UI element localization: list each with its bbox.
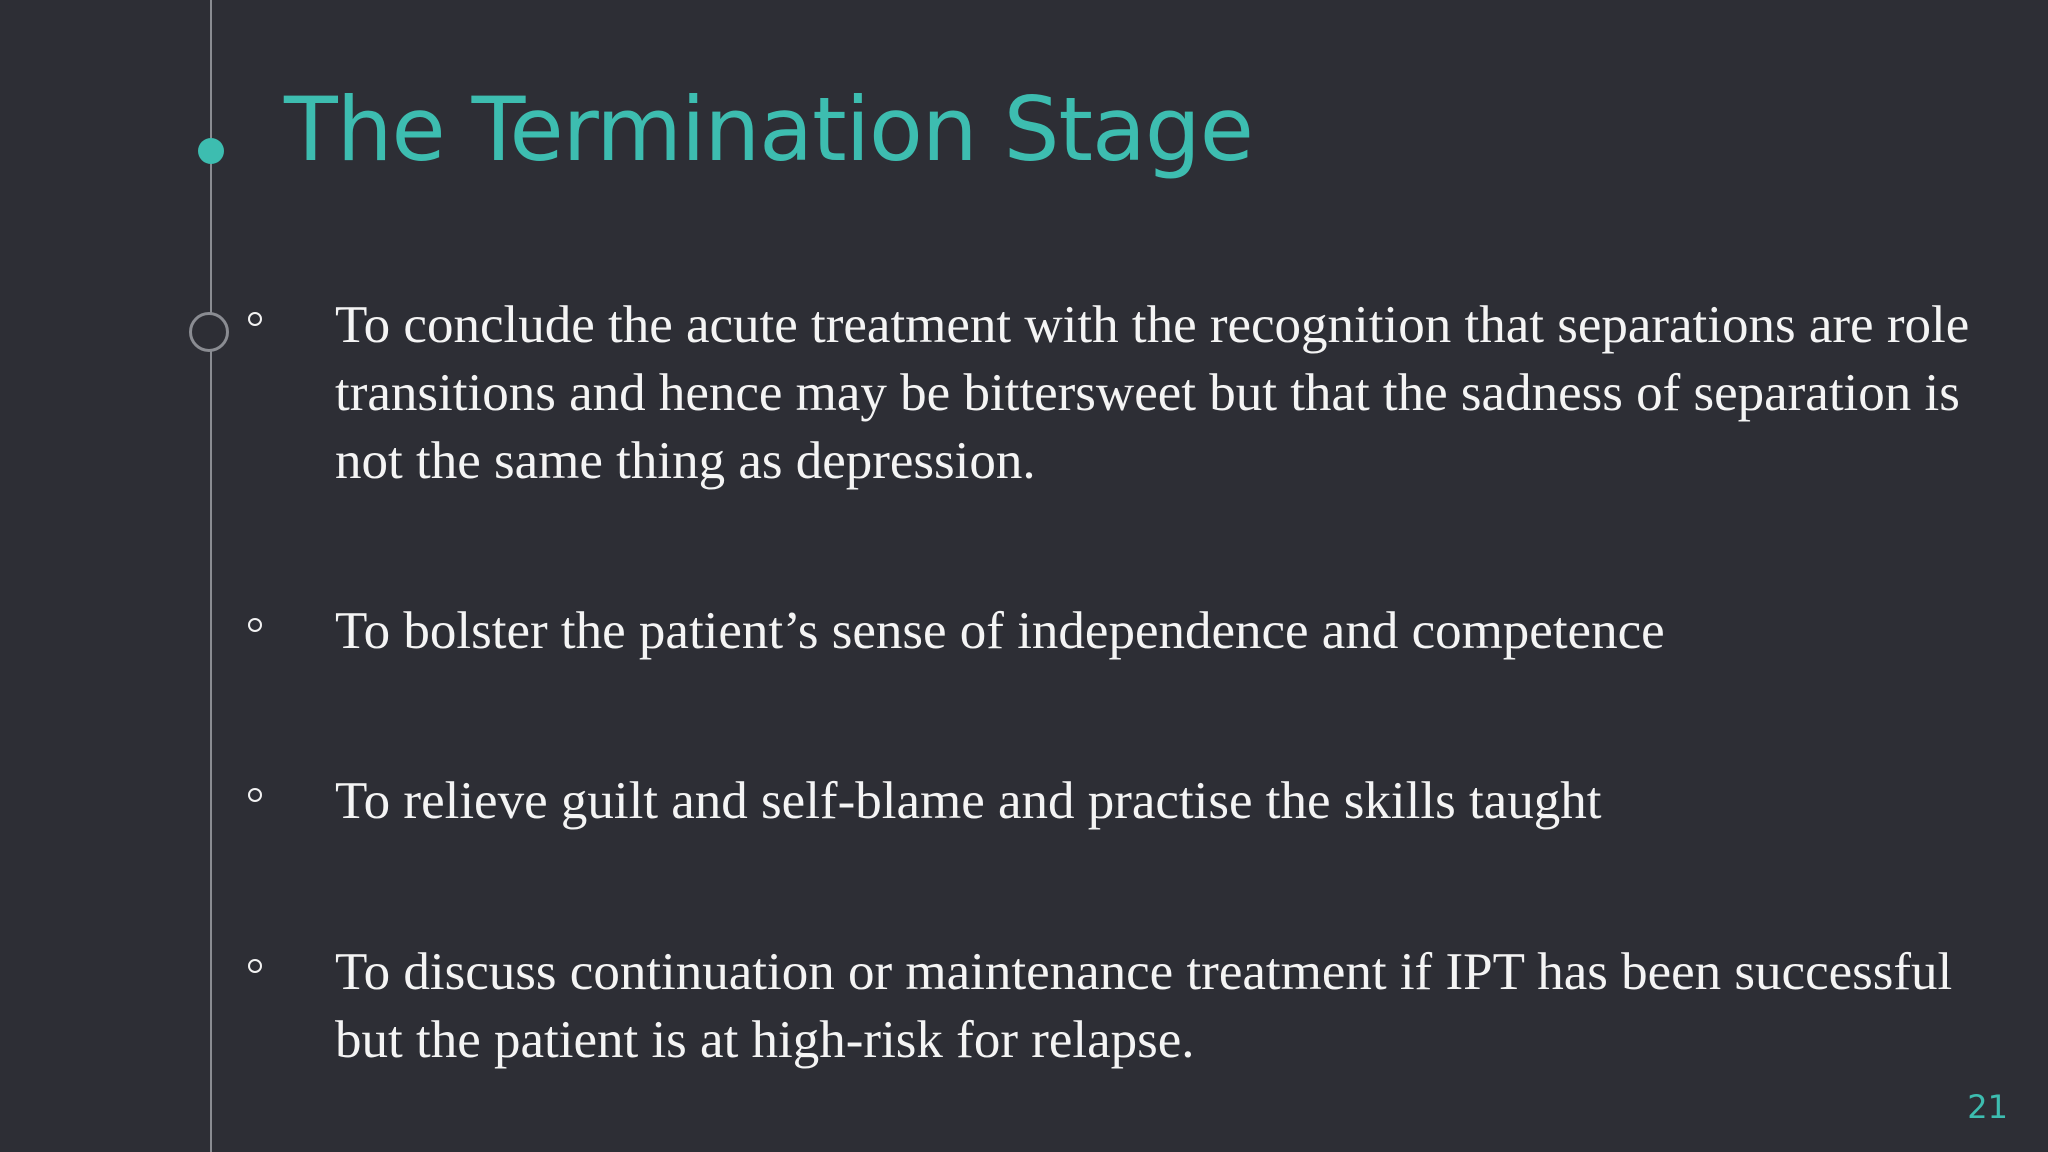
bullet-text: To relieve guilt and self-blame and practise the skills taught xyxy=(335,772,1602,830)
bullet-text: To bolster the patient’s sense of independence and competence xyxy=(335,602,1665,660)
bullet-text: To conclude the acute treatment with the recognition that separations are role transitions and hence may be bittersweet but that the sadness of separation is not the same thing as depression. xyxy=(335,296,1970,490)
hollow-circle-bullet-icon xyxy=(248,312,262,326)
title-dot-icon xyxy=(198,138,224,164)
content-ring-icon xyxy=(189,312,229,352)
hollow-circle-bullet-icon xyxy=(248,959,262,973)
page-number: 21 xyxy=(1967,1088,2008,1126)
slide-title: The Termination Stage xyxy=(284,78,1253,181)
bullet-text: To discuss continuation or maintenance treatment if IPT has been successful but the patient is at high-risk for relapse. xyxy=(335,943,1953,1069)
hollow-circle-bullet-icon xyxy=(248,788,262,802)
timeline-line xyxy=(210,0,212,1152)
hollow-circle-bullet-icon xyxy=(248,618,262,632)
